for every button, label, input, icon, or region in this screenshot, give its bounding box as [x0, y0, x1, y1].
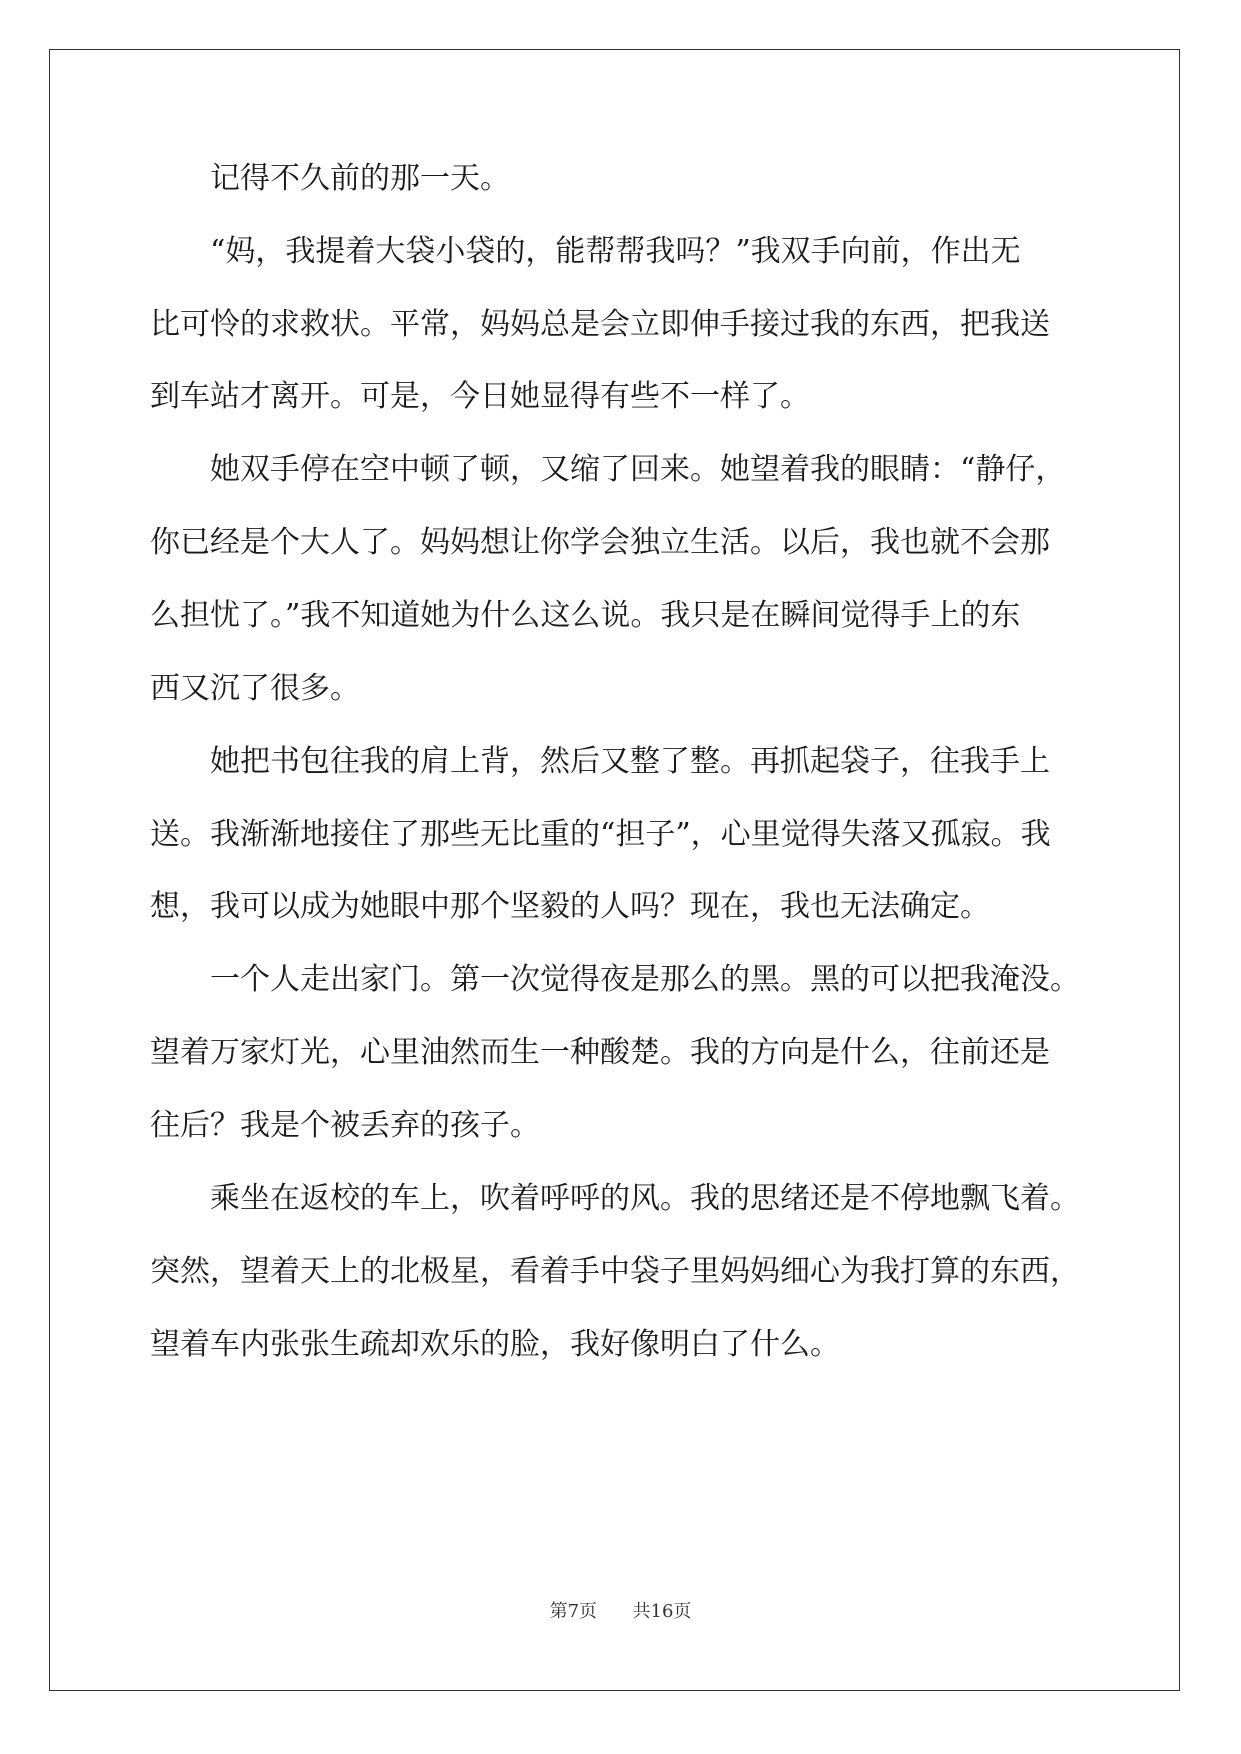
page-number: 第7页: [549, 1601, 598, 1622]
text-line: 你已经是个大人了。妈妈想让你学会独立生活。以后，我也就不会那: [150, 525, 1050, 560]
text-line: 往后？我是个被丢弃的孩子。: [150, 1108, 540, 1143]
text-line: 突然，望着天上的北极星，看着手中袋子里妈妈细心为我打算的东西，: [150, 1254, 1080, 1289]
text-line: 记得不久前的那一天。: [210, 161, 510, 196]
text-line: 乘坐在返校的车上，吹着呼呼的风。我的思绪还是不停地飘飞着。: [210, 1181, 1080, 1216]
text-line: 望着车内张张生疏却欢乐的脸，我好像明白了什么。: [150, 1327, 840, 1362]
text-line: 想，我可以成为她眼中那个坚毅的人吗？现在，我也无法确定。: [150, 889, 990, 924]
text-line: 她双手停在空中顿了顿，又缩了回来。她望着我的眼睛：“静仔，: [210, 452, 1066, 487]
text-line: 比可怜的求救状。平常，妈妈总是会立即伸手接过我的东西，把我送: [150, 307, 1050, 342]
page-total: 共16页: [632, 1601, 692, 1622]
text-line: 她把书包往我的肩上背，然后又整了整。再抓起袋子，往我手上: [210, 744, 1050, 779]
text-line: 到车站才离开。可是，今日她显得有些不一样了。: [150, 379, 810, 414]
page-footer: [0, 1597, 1241, 1623]
page-border: [49, 49, 1180, 1691]
text-line: 么担忧了。”我不知道她为什么这么说。我只是在瞬间觉得手上的东: [150, 598, 1021, 633]
text-line: 一个人走出家门。第一次觉得夜是那么的黑。黑的可以把我淹没。: [210, 962, 1080, 997]
text-line: “妈，我提着大袋小袋的，能帮帮我吗？”我双手向前，作出无: [210, 234, 1021, 269]
text-line: 西又沉了很多。: [150, 671, 360, 706]
text-line: 送。我渐渐地接住了那些无比重的“担子”，心里觉得失落又孤寂。我: [150, 817, 1051, 852]
text-line: 望着万家灯光，心里油然而生一种酸楚。我的方向是什么，往前还是: [150, 1035, 1050, 1070]
